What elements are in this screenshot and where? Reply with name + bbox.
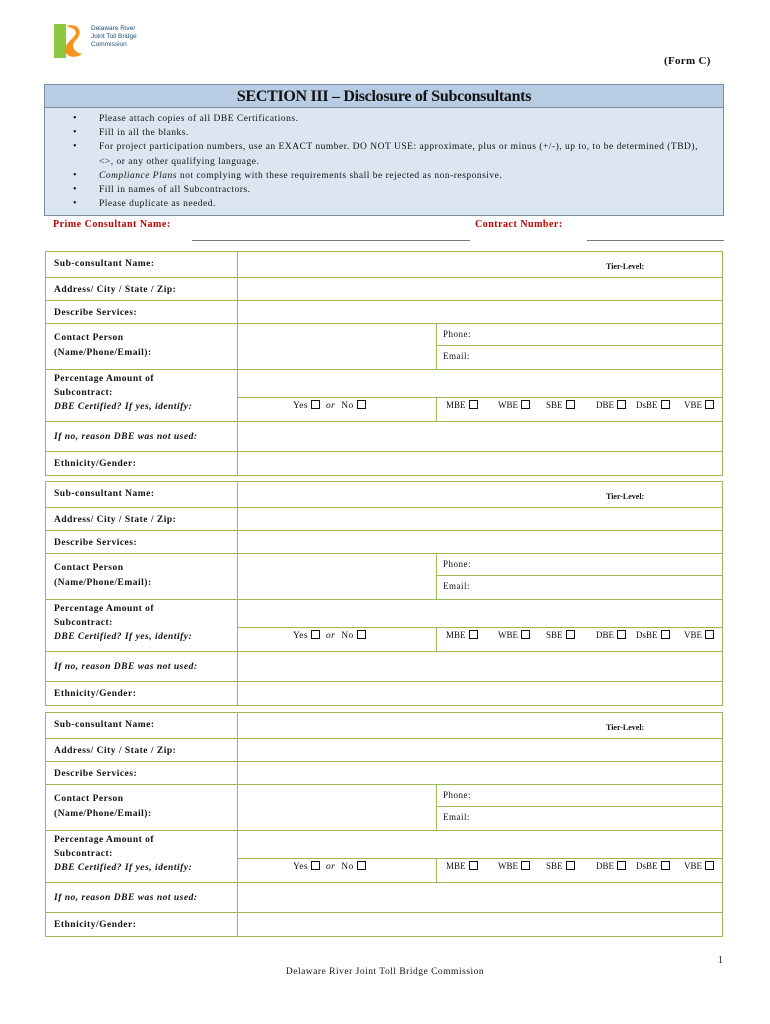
reason-label: If no, reason DBE was not used: — [46, 883, 238, 912]
yes-checkbox[interactable] — [311, 400, 320, 409]
cert-option[interactable]: SBE — [546, 630, 575, 640]
yes-checkbox[interactable] — [311, 861, 320, 870]
reason-row[interactable] — [46, 883, 722, 913]
cert-option[interactable]: VBE — [684, 400, 714, 410]
logo-text: Delaware River Joint Toll Bridge Commission — [91, 25, 137, 48]
instruction-item: • For project participation numbers, use an EXACT number. DO NOT USE: approximate, plus or minus (+/-), up to, to be determined (TBD), <>, or any other qualifying language. — [73, 140, 715, 168]
address-row[interactable] — [46, 508, 722, 531]
percentage-label: Percentage Amount of Subcontract: DBE Certified? If yes, identify: — [46, 370, 238, 421]
address-label: Address/ City / State / Zip: — [46, 278, 238, 300]
ethnicity-label: Ethnicity/Gender: — [46, 913, 238, 936]
services-label: Describe Services: — [46, 762, 238, 784]
address-label: Address/ City / State / Zip: — [46, 508, 238, 530]
tier-level-label: Tier-Level: — [606, 492, 645, 501]
percentage-dbe-row — [46, 831, 722, 883]
email-field[interactable]: Email: — [436, 346, 722, 369]
contact-label: Contact Person (Name/Phone/Email): — [46, 324, 238, 369]
form-label: (Form C) — [664, 55, 711, 67]
cert-option[interactable]: DsBE — [636, 630, 670, 640]
percentage-dbe-row — [46, 370, 722, 422]
address-row[interactable] — [46, 739, 722, 762]
subconsultant-name-label: Sub-consultant Name: — [46, 252, 238, 277]
contact-label: Contact Person (Name/Phone/Email): — [46, 554, 238, 599]
ethnicity-row[interactable] — [46, 913, 722, 936]
checkbox[interactable] — [705, 630, 714, 639]
checkbox[interactable] — [521, 861, 530, 870]
checkbox[interactable] — [705, 861, 714, 870]
section-title: SECTION III – Disclosure of Subconsultants — [45, 85, 723, 108]
checkbox[interactable] — [705, 400, 714, 409]
reason-row[interactable] — [46, 652, 722, 682]
cert-option[interactable]: SBE — [546, 400, 575, 410]
cert-option[interactable]: MBE — [446, 861, 478, 871]
checkbox[interactable] — [469, 861, 478, 870]
subconsultant-block — [45, 712, 723, 937]
contact-row — [46, 324, 722, 370]
checkbox[interactable] — [617, 630, 626, 639]
ethnicity-row[interactable] — [46, 682, 722, 705]
checkbox[interactable] — [617, 861, 626, 870]
cert-option[interactable]: DBE — [596, 861, 626, 871]
subconsultant-name-row[interactable] — [46, 252, 722, 278]
yes-no-choice[interactable]: Yes or No — [293, 861, 366, 872]
services-label: Describe Services: — [46, 531, 238, 553]
checkbox[interactable] — [566, 861, 575, 870]
checkbox[interactable] — [566, 400, 575, 409]
section-instructions — [44, 84, 724, 216]
services-label: Describe Services: — [46, 301, 238, 323]
dbe-certified-label: DBE Certified? If yes, identify: — [54, 632, 193, 642]
tier-level-label: Tier-Level: — [606, 723, 645, 732]
cert-option[interactable]: WBE — [498, 630, 530, 640]
ethnicity-row[interactable] — [46, 452, 722, 475]
dbe-certified-label: DBE Certified? If yes, identify: — [54, 863, 193, 873]
services-row[interactable] — [46, 762, 722, 785]
contract-number-label: Contract Number: — [475, 219, 563, 230]
tier-level-label: Tier-Level: — [606, 262, 645, 271]
checkbox[interactable] — [661, 630, 670, 639]
ethnicity-label: Ethnicity/Gender: — [46, 452, 238, 475]
instruction-item: • Fill in all the blanks. — [73, 126, 715, 140]
checkbox[interactable] — [469, 400, 478, 409]
reason-row[interactable] — [46, 422, 722, 452]
reason-label: If no, reason DBE was not used: — [46, 652, 238, 681]
instruction-item: • Fill in names of all Subcontractors. — [73, 183, 715, 197]
subconsultant-name-label: Sub-consultant Name: — [46, 482, 238, 507]
checkbox[interactable] — [661, 861, 670, 870]
cert-option[interactable]: DBE — [596, 400, 626, 410]
prime-consultant-field[interactable] — [192, 240, 470, 241]
contract-number-field[interactable] — [587, 240, 724, 241]
phone-field[interactable]: Phone: — [436, 785, 722, 807]
cert-option[interactable]: DsBE — [636, 861, 670, 871]
cert-option[interactable]: DBE — [596, 630, 626, 640]
services-row[interactable] — [46, 531, 722, 554]
percentage-field[interactable] — [238, 370, 722, 398]
subconsultant-block — [45, 481, 723, 706]
cert-option[interactable]: VBE — [684, 630, 714, 640]
checkbox[interactable] — [521, 630, 530, 639]
cert-option[interactable]: DsBE — [636, 400, 670, 410]
dbe-certified-label: DBE Certified? If yes, identify: — [54, 402, 193, 412]
cert-option[interactable]: MBE — [446, 630, 478, 640]
cert-option[interactable]: VBE — [684, 861, 714, 871]
contact-label: Contact Person (Name/Phone/Email): — [46, 785, 238, 830]
subconsultant-name-row[interactable] — [46, 482, 722, 508]
phone-field[interactable]: Phone: — [436, 554, 722, 576]
checkbox[interactable] — [469, 630, 478, 639]
checkbox[interactable] — [661, 400, 670, 409]
percentage-field[interactable] — [238, 831, 722, 859]
phone-field[interactable]: Phone: — [436, 324, 722, 346]
subconsultant-name-label: Sub-consultant Name: — [46, 713, 238, 738]
no-checkbox[interactable] — [357, 630, 366, 639]
email-field[interactable]: Email: — [436, 807, 722, 830]
instruction-list — [45, 108, 723, 211]
percentage-label: Percentage Amount of Subcontract: DBE Certified? If yes, identify: — [46, 831, 238, 882]
percentage-field[interactable] — [238, 600, 722, 628]
footer-text: Delaware River Joint Toll Bridge Commission — [285, 967, 485, 977]
no-checkbox[interactable] — [357, 861, 366, 870]
yes-checkbox[interactable] — [311, 630, 320, 639]
address-label: Address/ City / State / Zip: — [46, 739, 238, 761]
checkbox[interactable] — [617, 400, 626, 409]
contact-row — [46, 554, 722, 600]
yes-no-choice[interactable]: Yes or No — [293, 630, 366, 641]
no-checkbox[interactable] — [357, 400, 366, 409]
cert-option[interactable]: WBE — [498, 861, 530, 871]
reason-label: If no, reason DBE was not used: — [46, 422, 238, 451]
cert-option[interactable]: WBE — [498, 400, 530, 410]
services-row[interactable] — [46, 301, 722, 324]
instruction-item: • Please attach copies of all DBE Certifications. — [73, 112, 715, 126]
contact-row — [46, 785, 722, 831]
subconsultant-block — [45, 251, 723, 476]
percentage-dbe-row — [46, 600, 722, 652]
instruction-item: • Please duplicate as needed. — [73, 197, 715, 211]
checkbox[interactable] — [566, 630, 575, 639]
prime-consultant-label: Prime Consultant Name: — [53, 219, 171, 230]
cert-option[interactable]: SBE — [546, 861, 575, 871]
email-field[interactable]: Email: — [436, 576, 722, 599]
instruction-item: • Compliance Plans not complying with these requirements shall be rejected as non-responsive. — [73, 169, 715, 183]
subconsultant-name-row[interactable] — [46, 713, 722, 739]
yes-no-choice[interactable]: Yes or No — [293, 400, 366, 411]
cert-option[interactable]: MBE — [446, 400, 478, 410]
address-row[interactable] — [46, 278, 722, 301]
checkbox[interactable] — [521, 400, 530, 409]
ethnicity-label: Ethnicity/Gender: — [46, 682, 238, 705]
percentage-label: Percentage Amount of Subcontract: DBE Certified? If yes, identify: — [46, 600, 238, 651]
page-number: 1 — [718, 955, 723, 966]
